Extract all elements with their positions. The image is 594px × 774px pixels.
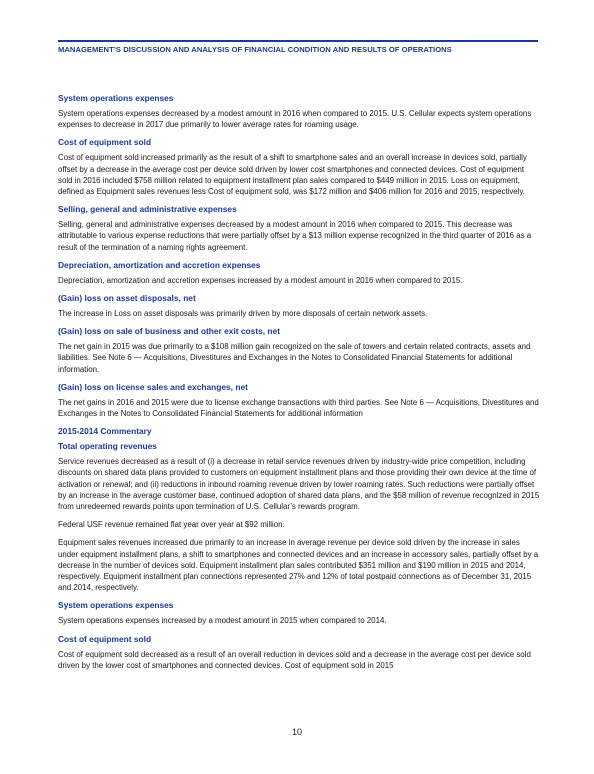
body-paragraph: System operations expenses increased by a modest amount in 2015 when compared to 2014. (58, 616, 387, 626)
body-paragraph: Selling, general and administrative expenses decreased by a modest amount in 2016 when compared to 2015. This decrease was attributable to various expense reductions that were partially offset by a $13 million expense recognized in the third quarter of 2016 as a result of the termination of a naming rights agreement. (58, 220, 532, 252)
document-body (58, 93, 540, 678)
body-paragraph: The increase in Loss on asset disposals was primarily driven by more disposals of certain network assets. (58, 309, 428, 319)
section-heading: 2015-2014 Commentary (58, 426, 152, 437)
header-rule (58, 40, 538, 42)
section (58, 600, 540, 626)
body-paragraph: Federal USF revenue remained flat year over year at $92 million. (58, 520, 285, 530)
body-paragraph: Service revenues decreased as a result of (i) a decrease in retail service revenues driven by industry-wide price competition, including discounts on shared data plans provided to customers on equipment installment plans and those providing their own device at the time of activation or renewal; and (ii) reductions in inbound roaming revenue driven by lower roaming rates. Such reductions were partially offset by an increase in the average customer base, continued adoption of shared data plans, and the $58 million of revenue recognized in 2015 from unredeemed rewards points upon termination of U.S. Cellular’s rewards program. (58, 457, 540, 512)
section (58, 441, 540, 593)
section-heading: Total operating revenues (58, 441, 157, 452)
section-heading: (Gain) loss on asset disposals, net (58, 293, 196, 304)
body-paragraph: System operations expenses decreased by a modest amount in 2016 when compared to 2015. U.S. Cellular expects system operations expenses to decrease in 2017 due primarily to lower average rates for roaming usage. (58, 109, 532, 130)
body-paragraph: Cost of equipment sold increased primarily as the result of a shift to smartphone sales and an overall increase in devices sold, partially offset by a decrease in the average cost per device sold driven by lower cost smartphones and connected devices. Cost of equipment sold in 2016 included $758 million related to equipment installment plan sales compared to $449 million in 2015. Loss on equipment, defined as Equipment sales revenues less Cost of equipment sold, was $172 million and $406 million for 2016 and 2015, respectively. (58, 153, 527, 197)
section-heading: Selling, general and administrative expenses (58, 204, 237, 215)
body-paragraph: Depreciation, amortization and accretion expenses increased by a modest amount in 2016 when compared to 2015. (58, 275, 463, 285)
section (58, 260, 540, 286)
body-paragraph: Equipment sales revenues increased due primarily to an increase in average revenue per device sold driven by the increase in sales under equipment installment plans, a shift to smartphones and connected devices and an increase in accessory sales, partially offset by a decrease in the number of devices sold. Equipment installment plan sales contributed $351 million and $190 million in 2015 and 2014, respectively. Equipment installment plan connections represented 27% and 12% of total postpaid connections as of December 31, 2015 and 2014, respectively. (58, 538, 539, 593)
section (58, 137, 540, 197)
body-paragraph: The net gain in 2015 was due primarily to a $108 million gain recognized on the sale of towers and certain related contracts, assets and liabilities. See Note 6 — Acquisitions, Divestitures and Exchanges in the Notes to Consolidated Financial Statements for additional information. (58, 342, 531, 374)
section (58, 93, 540, 130)
section (58, 426, 540, 437)
body-paragraph: Cost of equipment sold decreased as a result of an overall reduction in devices sold and a decrease in the average cost per device sold driven by the lower cost of smartphones and connected devices. Cost of equipment sold in 2015 (58, 649, 531, 670)
section-heading: Depreciation, amortization and accretion expenses (58, 259, 261, 270)
body-paragraph: The net gains in 2016 and 2015 were due to license exchange transactions with third parties. See Note 6 — Acquisitions, Divestitures and Exchanges in the Notes to Consolidated Financial Statements for additional information (58, 397, 539, 419)
section-heading: Cost of equipment sold (58, 633, 152, 644)
section-heading: System operations expenses (58, 93, 174, 103)
section-heading: (Gain) loss on license sales and exchanges, net (58, 381, 248, 392)
section-heading: System operations expenses (58, 600, 174, 611)
section-heading: (Gain) loss on sale of business and other exit costs, net (58, 326, 280, 337)
section (58, 293, 540, 319)
section (58, 382, 540, 419)
page-header: MANAGEMENT’S DISCUSSION AND ANALYSIS OF FINANCIAL CONDITION AND RESULTS OF OPERATIONS (58, 45, 452, 54)
section (58, 204, 540, 253)
section-heading: Cost of equipment sold (58, 137, 152, 148)
section (58, 634, 540, 671)
page-number: 10 (291, 727, 302, 737)
section (58, 326, 540, 375)
